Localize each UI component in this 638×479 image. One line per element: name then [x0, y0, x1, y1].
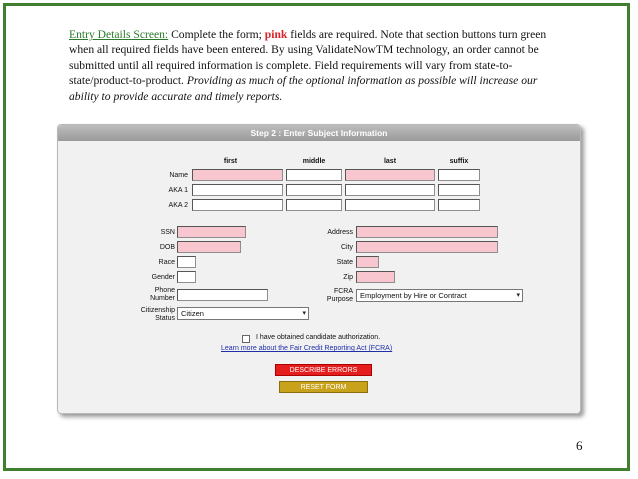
reset-form-button[interactable]: RESET FORM [279, 381, 368, 393]
state-label: State [336, 259, 353, 266]
suffix-input[interactable] [438, 169, 480, 181]
ssn-input[interactable] [177, 226, 246, 238]
col-last: last [383, 158, 397, 165]
last-name-input[interactable] [345, 169, 435, 181]
aka2-middle-input[interactable] [286, 199, 342, 211]
chevron-down-icon: ▾ [302, 310, 306, 317]
fcra-info-link[interactable]: Learn more about the Fair Credit Reporting Act (FCRA) [221, 345, 393, 352]
gender-label: Gender [151, 274, 175, 281]
name-label: Name [169, 172, 188, 179]
aka1-suffix-input[interactable] [438, 184, 480, 196]
col-first: first [223, 158, 238, 165]
intro-pink: pink [264, 28, 288, 41]
phone-input[interactable] [177, 289, 268, 301]
aka2-last-input[interactable] [345, 199, 435, 211]
intro-lead: Entry Details Screen: [69, 28, 169, 41]
city-input[interactable] [356, 241, 498, 253]
zip-input[interactable] [356, 271, 395, 283]
intro-text [69, 27, 569, 104]
col-suffix: suffix [449, 158, 469, 165]
fcra-purpose-value: Employment by Hire or Contract [360, 291, 467, 300]
aka1-label: AKA 1 [168, 187, 188, 194]
ssn-label: SSN [160, 229, 175, 236]
dob-input[interactable] [177, 241, 241, 253]
aka1-middle-input[interactable] [286, 184, 342, 196]
intro-part-b: fields are required. Note that section buttons turn green when all required fields have been entered. By using ValidateNowTM technology, an order cannot be submitted until all required information is complete. Field requirements will vary from state-to-state/product-to-product. [69, 28, 547, 88]
race-input[interactable] [177, 256, 196, 268]
citizenship-label: Citizenship Status [140, 307, 175, 322]
middle-name-input[interactable] [286, 169, 342, 181]
authorization-checkbox[interactable] [242, 335, 250, 343]
phone-label: Phone Number [150, 287, 175, 302]
citizenship-select[interactable] [177, 307, 309, 320]
dob-label: DOB [159, 244, 175, 251]
aka2-label: AKA 2 [168, 202, 188, 209]
aka2-suffix-input[interactable] [438, 199, 480, 211]
gender-input[interactable] [177, 271, 196, 283]
chevron-down-icon: ▾ [516, 292, 520, 299]
panel-title: Step 2 : Enter Subject Information [58, 125, 580, 141]
city-label: City [340, 244, 353, 251]
fcra-purpose-select[interactable] [356, 289, 523, 302]
authorization-label: I have obtained candidate authorization. [256, 334, 381, 341]
aka1-last-input[interactable] [345, 184, 435, 196]
subject-info-panel [57, 124, 581, 414]
address-label: Address [327, 229, 353, 236]
citizenship-value: Citizen [181, 309, 204, 318]
intro-italic: Providing as much of the optional information as possible will increase our ability to provide accurate and timely reports. [69, 74, 538, 103]
first-name-input[interactable] [192, 169, 283, 181]
describe-errors-button[interactable]: DESCRIBE ERRORS [275, 364, 372, 376]
page-number: 6 [576, 438, 583, 453]
intro-part-a: Complete the form; [168, 28, 265, 41]
aka1-first-input[interactable] [192, 184, 283, 196]
col-middle: middle [302, 158, 326, 165]
race-label: Race [158, 259, 175, 266]
fcra-purpose-label: FCRA Purpose [326, 288, 353, 303]
aka2-first-input[interactable] [192, 199, 283, 211]
address-input[interactable] [356, 226, 498, 238]
state-input[interactable] [356, 256, 379, 268]
zip-label: Zip [343, 274, 353, 281]
